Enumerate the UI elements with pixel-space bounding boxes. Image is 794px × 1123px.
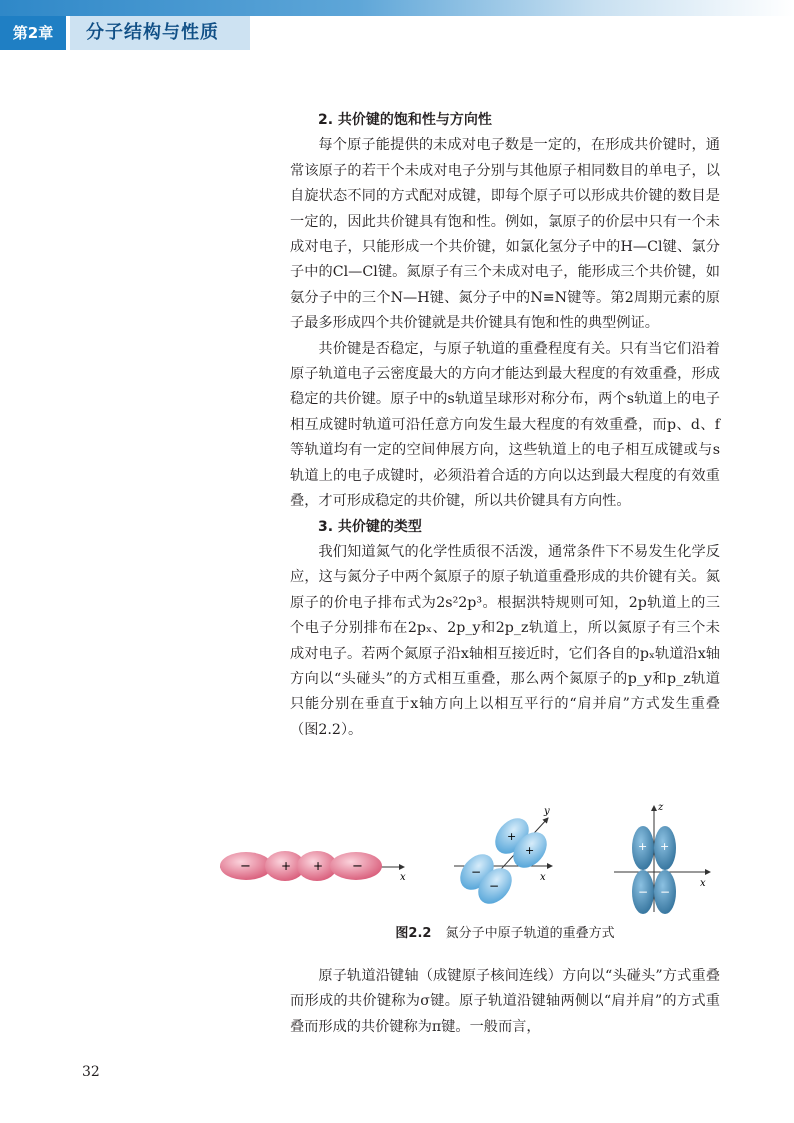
chapter-label: 第2章 [0, 16, 66, 50]
plus-sign: + [660, 840, 670, 853]
plus-sign: + [638, 840, 648, 853]
plus-sign: + [281, 859, 292, 873]
minus-sign: − [638, 885, 649, 899]
paragraph: 每个原子能提供的未成对电子数是一定的，在形成共价键时，通常该原子的若干个未成对电子分别与其他原子相同数目的单电子，以自旋状态不同的方式配对成键，即每个原子可以形成共价键的数目是一定的，因此共价键具有饱和性。例如，氯原子的价层中只有一个未成对电子，只能形成一个共价键，如氯化氢分子中的H—Cl键、氯分子中的Cl—Cl键。氮原子有三个未成对电子，能形成三个共价键，如氨分子中的三个N—H键、氮分子中的N≡N键等。第2周期元素的原子最多形成四个共价键就是共价键具有饱和性的典型例证。 [290, 137, 720, 332]
main-text-continued [290, 964, 720, 1040]
figure-number: 图2.2 [395, 926, 432, 941]
sigma-overlap-diagram [220, 851, 406, 883]
figure-caption-text: 氮分子中原子轨道的重叠方式 [445, 926, 615, 941]
pi-y-overlap-diagram [453, 806, 553, 910]
figure-caption [290, 922, 720, 941]
plus-sign: + [313, 859, 324, 873]
minus-sign: − [471, 865, 482, 879]
header-bar [0, 0, 794, 16]
y-axis-label: y [544, 806, 550, 817]
orbital-overlap-figure [218, 800, 720, 918]
section-heading: 3. 共价键的类型 [318, 518, 422, 535]
minus-sign: − [240, 859, 251, 874]
minus-sign: − [660, 885, 671, 899]
x-axis-label: x [540, 872, 546, 883]
minus-sign: − [489, 879, 500, 893]
paragraph: 原子轨道沿键轴（成键原子核间连线）方向以“头碰头”方式重叠而形成的共价键称为σ键。原子轨道沿键轴两侧以“肩并肩”的方式重叠而形成的共价键称为π键。一般而言， [290, 968, 720, 1035]
plus-sign: + [525, 844, 535, 857]
x-axis-label: x [400, 872, 406, 883]
z-axis-label: z [658, 802, 664, 813]
chapter-title: 分子结构与性质 [70, 16, 250, 50]
page-number: 32 [82, 1064, 100, 1080]
section-heading: 2. 共价键的饱和性与方向性 [318, 112, 492, 128]
pi-z-overlap-diagram [614, 802, 710, 914]
plus-sign: + [507, 830, 517, 843]
main-text [290, 108, 720, 743]
paragraph: 我们知道氮气的化学性质很不活泼，通常条件下不易发生化学反应，这与氮分子中两个氮原子的原子轨道重叠形成的共价键有关。氮原子的价电子排布式为2s²2p³。根据洪特规则可知，2p轨道上的三个电子分别排布在2pₓ、2p_y和2p_z轨道上，所以氮原子有三个未成对电子。若两个氮原子沿x轴相互接近时，它们各自的pₓ轨道沿x轴方向以“头碰头”的方式相互重叠，那么两个氮原子的p_y和p_z轨道只能分别在垂直于x轴方向上以相互平行的“肩并肩”方式发生重叠（图2.2）。 [290, 543, 720, 738]
minus-sign: − [352, 859, 363, 874]
paragraph: 共价键是否稳定，与原子轨道的重叠程度有关。只有当它们沿着原子轨道电子云密度最大的方向才能达到最大程度的有效重叠，形成稳定的共价键。原子中的s轨道呈球形对称分布，两个s轨道上的电子相互成键时轨道可沿任意方向发生最大程度的有效重叠，而p、d、f等轨道均有一定的空间伸展方向，这些轨道上的电子相互成键或与s轨道上的电子成键时，必须沿着合适的方向以达到最大程度的有效重叠，才可形成稳定的共价键，所以共价键具有方向性。 [290, 340, 720, 510]
x-axis-label: x [700, 878, 706, 889]
